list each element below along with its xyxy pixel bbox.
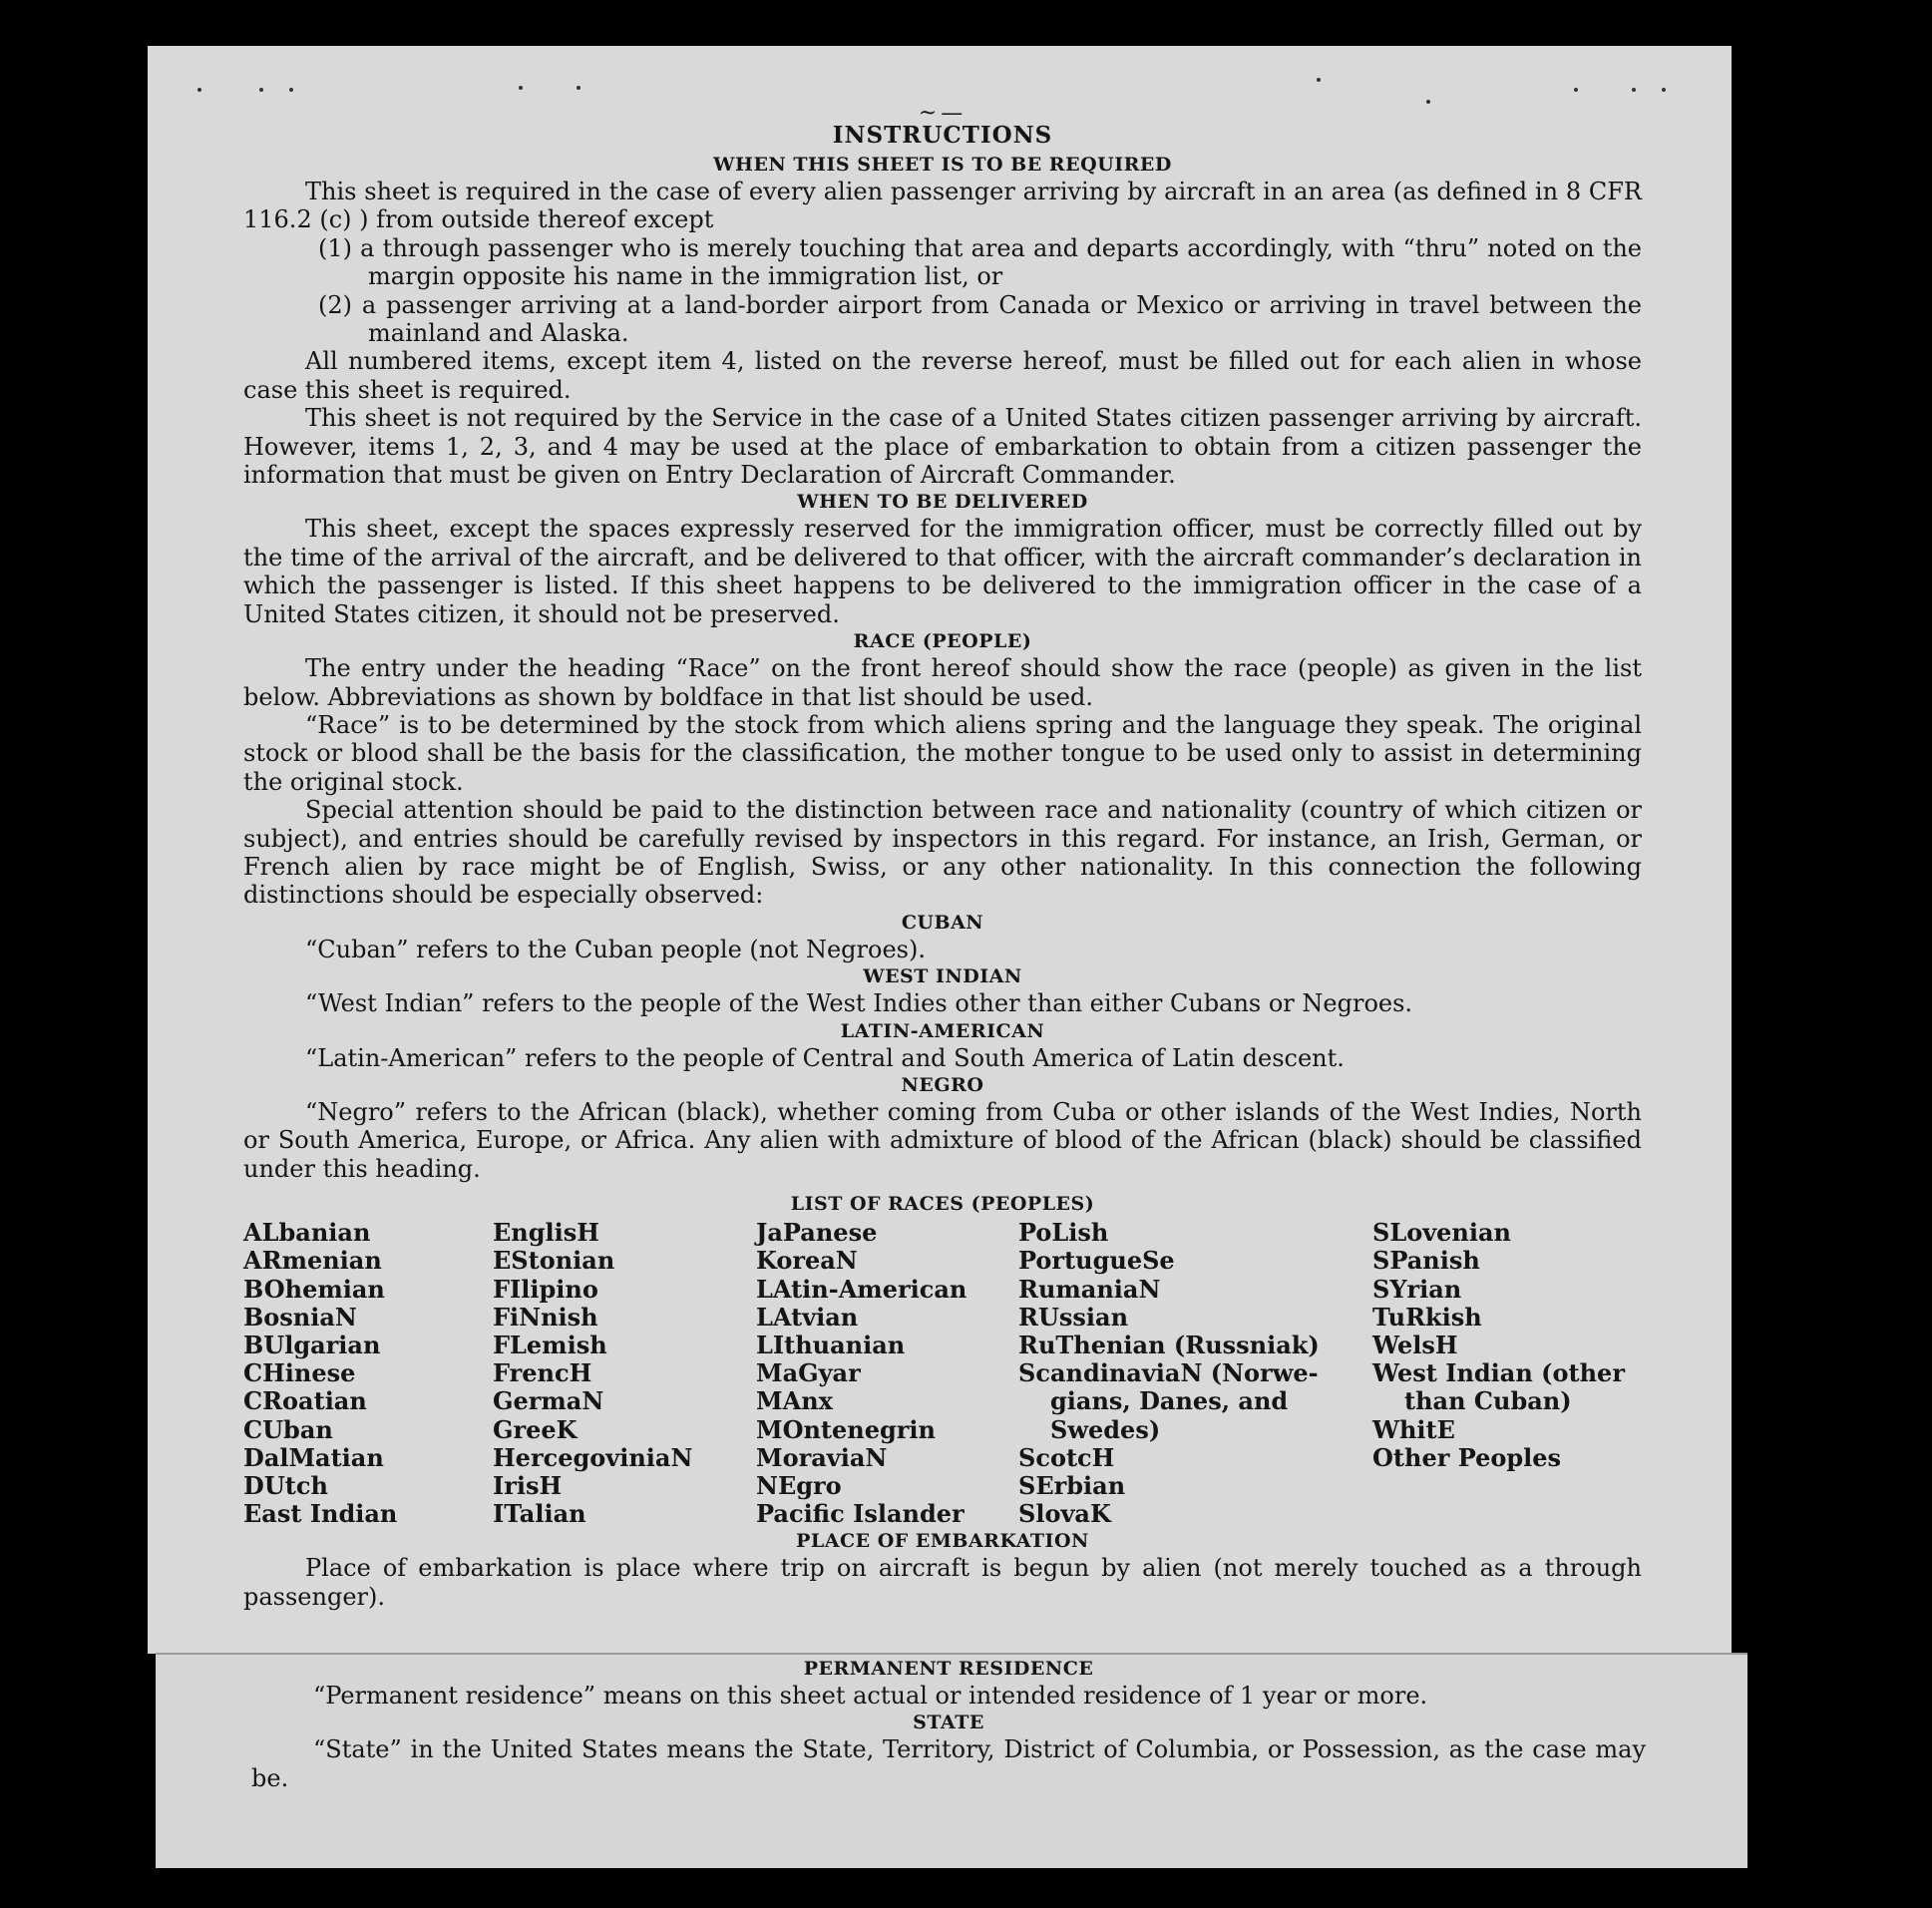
race-entry: MAnx [756,1386,833,1416]
punch-mark [1632,88,1636,92]
paragraph: This sheet is not required by the Service in the case of a United States citizen passenger arriving by aircraft. However, items 1, 2, 3, and 4 may be used at the place of embarkation to obtain from a citizen passenger the information that must be given on Entry Declaration of Aircraft Commander. [243,404,1642,490]
punch-mark [259,88,263,92]
paragraph: “State” in the United States means the State, Territory, District of Columbia, or Possession, as the case may be. [251,1735,1646,1792]
race-entry: LAtvian [756,1302,859,1332]
race-entry: EStonian [493,1246,615,1276]
race-entry: GermaN [493,1386,604,1416]
heading-race: RACE (PEOPLE) [853,630,1032,653]
list-item: (2) a passenger arriving at a land-border airport from Canada or Mexico or arriving in travel between the mainland and Alaska. [318,290,1642,348]
race-entry: JaPanese [756,1218,878,1248]
heading-west-indian: WEST INDIAN [863,965,1022,988]
race-entry: EnglisH [493,1218,599,1248]
race-entry: MOntenegrin [756,1414,936,1444]
race-entry: GreeK [493,1414,578,1444]
paragraph: “Permanent residence” means on this sheet actual or intended residence of 1 year or more. [313,1682,1428,1710]
punch-mark [1662,88,1666,92]
race-entry: CHinese [243,1358,356,1388]
punch-mark [1574,88,1578,92]
race-entry: NEgro [756,1471,842,1501]
punch-mark [1317,78,1321,82]
race-entry: Other Peoples [1372,1442,1562,1472]
race-entry: HercegoviniaN [493,1442,693,1472]
race-entry: MaGyar [756,1358,861,1388]
punch-mark [519,86,523,90]
paragraph: This sheet, except the spaces expressly reserved for the immigration officer, must be correctly filled out by the time of the arrival of the aircraft, and be delivered to that officer, with the aircraft commander’s declaration in which the passenger is listed. If this sheet happens to be delivered to the immigration officer in the case of a United States citizen, it should not be preserved. [243,515,1642,628]
race-entry: CRoatian [243,1386,367,1416]
race-entry: LIthuanian [756,1331,906,1359]
race-entry: PoLish [1018,1218,1109,1248]
race-column [243,1219,493,1528]
heading-permanent-residence: PERMANENT RESIDENCE [803,1658,1094,1680]
race-column [1372,1219,1642,1528]
race-entry: LAtin-American [756,1274,967,1304]
race-entry: SlovaK [1018,1499,1111,1529]
race-entry: Swedes) [1050,1414,1161,1444]
race-entry: TuRkish [1372,1302,1482,1332]
race-entry: PortugueSe [1018,1246,1175,1276]
paragraph: The entry under the heading “Race” on the front hereof should show the race (people) as given in the list below. Abbreviations as shown by boldface in that list should be used. [243,654,1642,711]
race-entry: East Indian [243,1499,398,1529]
race-entry: FrencH [493,1358,592,1388]
race-entry: FLemish [493,1331,607,1359]
page-title: INSTRUCTIONS [832,122,1053,149]
race-entry: ScotcH [1018,1442,1115,1472]
paragraph: “Cuban” refers to the Cuban people (not Negroes). [305,935,926,963]
race-entry: IrisH [493,1471,563,1501]
punch-mark [577,86,580,90]
heading-when-required: WHEN THIS SHEET IS TO BE REQUIRED [713,154,1172,176]
paragraph: Special attention should be paid to the distinction between race and nationality (country of which citizen or subject), and entries should be carefully revised by inspectors in this regard. For instance, an Irish, German, or French alien by race might be of English, Swiss, or any other nationality. In this connection the following distinctions should be especially observed: [243,796,1642,910]
race-entry: SLovenian [1372,1218,1511,1248]
race-entry: ITalian [493,1499,586,1529]
heading-cuban: CUBAN [901,911,984,934]
paragraph: “Race” is to be determined by the stock from which aliens spring and the language they speak. The original stock or blood shall be the basis for the classification, the mother tongue to be used only to assist in determining the original stock. [243,710,1642,796]
race-entry: RUssian [1018,1302,1129,1332]
instructions-content [243,101,1642,1611]
heading-when-delivered: WHEN TO BE DELIVERED [797,491,1088,514]
heading-latin-american: LATIN-AMERICAN [840,1019,1045,1042]
race-entry: ALbanian [243,1218,371,1248]
race-entry: KoreaN [756,1246,858,1276]
paragraph: This sheet is required in the case of every alien passenger arriving by aircraft in an area (as defined in 8 CFR 116.2 (c) ) from outside thereof except [243,178,1642,234]
race-column [1018,1219,1372,1528]
race-entry: DUtch [243,1471,328,1501]
race-entry: than Cuban) [1404,1386,1572,1416]
race-entry: SPanish [1372,1246,1480,1276]
race-entry: DalMatian [243,1442,384,1472]
heading-list-of-races: LIST OF RACES (PEOPLES) [790,1193,1095,1216]
race-entry: SErbian [1018,1471,1126,1501]
race-entry: FiNnish [493,1302,598,1332]
heading-state: STATE [913,1712,984,1734]
race-entry: ScandinaviaN (Norwe- [1018,1358,1319,1388]
paragraph: All numbered items, except item 4, listed on the reverse hereof, must be filled out for each alien in whose case this sheet is required. [243,347,1642,404]
header-ornament: ~— [918,101,967,126]
paragraph: “Latin-American” refers to the people of Central and South America of Latin descent. [305,1043,1345,1072]
race-entry: WelsH [1372,1331,1458,1359]
race-entry: FIlipino [493,1274,598,1304]
race-entry: ARmenian [243,1246,382,1276]
race-entry: WhitE [1372,1414,1455,1444]
race-list [243,1219,1642,1528]
race-column [493,1219,756,1528]
race-column [756,1219,1018,1528]
heading-place-of-embarkation: PLACE OF EMBARKATION [796,1530,1089,1553]
race-entry: RumaniaN [1018,1274,1161,1304]
punch-mark [197,88,201,92]
list-item: (1) a through passenger who is merely touching that area and departs accordingly, with “thru” noted on the margin opposite his name in the immigration list, or [318,233,1642,291]
race-entry: RuThenian (Russniak) [1018,1331,1320,1359]
race-entry: CUban [243,1414,333,1444]
flap-content [251,1656,1646,1792]
punch-mark [289,88,293,92]
race-entry: MoraviaN [756,1442,888,1472]
race-entry: BosniaN [243,1302,357,1332]
heading-negro: NEGRO [901,1073,984,1096]
race-entry: SYrian [1372,1274,1462,1304]
race-entry: BOhemian [243,1274,385,1304]
race-entry: Pacific Islander [756,1499,965,1529]
race-entry: BUlgarian [243,1331,381,1359]
paragraph: “Negro” refers to the African (black), whether coming from Cuba or other islands of the West Indies, North or South America, Europe, or Africa. Any alien with admixture of blood of the African (black) should be classified under this heading. [243,1097,1642,1183]
paragraph: “West Indian” refers to the people of the West Indies other than either Cubans or Negroes. [305,989,1413,1018]
paragraph: Place of embarkation is place where trip on aircraft is begun by alien (not merely touched as a through passenger). [243,1554,1642,1611]
punch-mark [1426,100,1430,104]
race-entry: West Indian (other [1372,1358,1625,1388]
race-entry: gians, Danes, and [1050,1386,1289,1416]
